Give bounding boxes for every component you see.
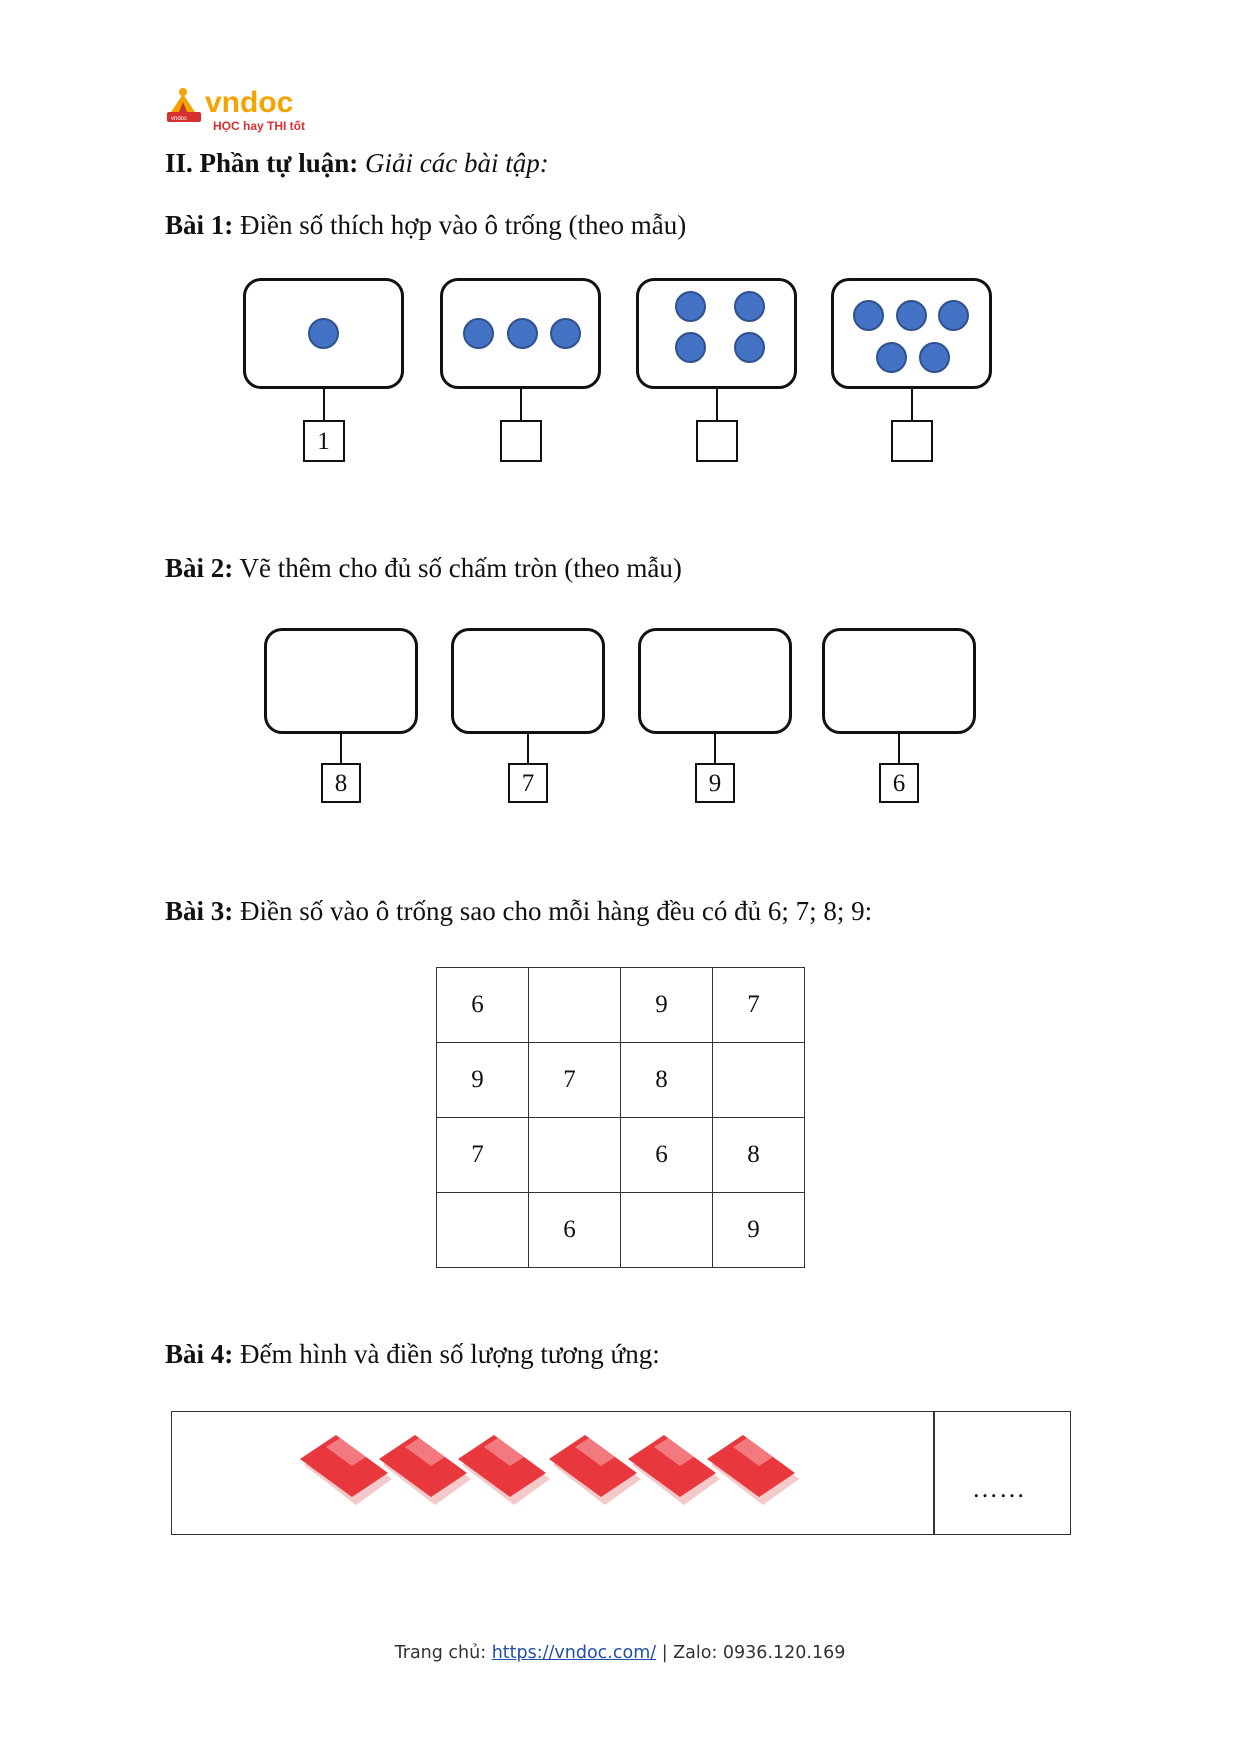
books-group <box>300 1425 810 1525</box>
connector-line <box>898 734 900 764</box>
blue-dot <box>734 332 765 363</box>
grid-row <box>437 1193 805 1268</box>
bai2-number-box: 6 <box>879 763 919 803</box>
connector-line <box>323 389 325 421</box>
connector-line <box>520 389 522 421</box>
grid-empty-cell[interactable] <box>437 1193 529 1268</box>
bai2-number-box: 7 <box>508 763 548 803</box>
bai1-dot-box <box>243 278 404 389</box>
blue-dot <box>896 300 927 331</box>
red-book-icon <box>707 1435 799 1505</box>
grid-cell: 8 <box>621 1043 713 1118</box>
blue-dot <box>550 318 581 349</box>
bai4-answer-blank[interactable]: …… <box>972 1474 1026 1503</box>
red-book-icon <box>300 1435 392 1505</box>
grid-empty-cell[interactable] <box>529 968 621 1043</box>
grid-empty-cell[interactable] <box>713 1043 805 1118</box>
blue-dot <box>675 332 706 363</box>
grid-empty-cell[interactable] <box>621 1193 713 1268</box>
homepage-link[interactable]: https://vndoc.com/ <box>491 1643 657 1663</box>
bai1-heading: Bài 1: Điền số thích hợp vào ô trống (theo mẫu) <box>165 210 687 240</box>
bai1-answer-box[interactable] <box>696 420 738 462</box>
connector-line <box>340 734 342 764</box>
grid-row <box>437 1118 805 1193</box>
blue-dot <box>675 291 706 322</box>
blue-dot <box>463 318 494 349</box>
bai2-draw-box[interactable] <box>451 628 605 734</box>
red-book-icon <box>549 1435 641 1505</box>
svg-text:vndoc: vndoc <box>205 86 294 119</box>
blue-dot <box>734 291 765 322</box>
svg-text:HỌC hay THI tốt: HỌC hay THI tốt <box>213 119 305 133</box>
blue-dot <box>938 300 969 331</box>
grid-cell: 6 <box>621 1118 713 1193</box>
red-book-icon <box>379 1435 471 1505</box>
bai2-heading: Bài 2: Vẽ thêm cho đủ số chấm tròn (theo mẫu) <box>165 553 682 583</box>
bai1-answer-box[interactable] <box>500 420 542 462</box>
grid-cell: 9 <box>437 1043 529 1118</box>
grid-cell: 9 <box>621 968 713 1043</box>
page-footer: Trang chủ: https://vndoc.com/ | Zalo: 0936.120.169 <box>394 1643 846 1663</box>
blue-dot <box>876 342 907 373</box>
section-title: II. Phần tự luận: Giải các bài tập: <box>165 148 549 178</box>
blue-dot <box>507 318 538 349</box>
bai1-answer-box[interactable] <box>891 420 933 462</box>
vndoc-logo <box>165 82 325 138</box>
grid-cell: 7 <box>713 968 805 1043</box>
bai2-draw-box[interactable] <box>822 628 976 734</box>
blue-dot <box>919 342 950 373</box>
bai1-dot-box <box>636 278 797 389</box>
grid-cell: 6 <box>529 1193 621 1268</box>
grid-cell: 6 <box>437 968 529 1043</box>
bai1-dot-box <box>440 278 601 389</box>
red-book-icon <box>458 1435 550 1505</box>
number-grid <box>436 967 805 1268</box>
bai1-dot-box <box>831 278 992 389</box>
connector-line <box>911 389 913 421</box>
bai3-heading: Bài 3: Điền số vào ô trống sao cho mỗi hàng đều có đủ 6; 7; 8; 9: <box>165 896 873 926</box>
grid-empty-cell[interactable] <box>529 1118 621 1193</box>
blue-dot <box>308 318 339 349</box>
bai2-number-box: 9 <box>695 763 735 803</box>
grid-row <box>437 1043 805 1118</box>
bai2-draw-box[interactable] <box>264 628 418 734</box>
connector-line <box>527 734 529 764</box>
bai2-number-box: 8 <box>321 763 361 803</box>
bai4-heading: Bài 4: Đếm hình và điền số lượng tương ứng: <box>165 1339 660 1369</box>
grid-cell: 7 <box>529 1043 621 1118</box>
grid-cell: 9 <box>713 1193 805 1268</box>
bai4-divider <box>933 1411 935 1535</box>
grid-cell: 7 <box>437 1118 529 1193</box>
connector-line <box>714 734 716 764</box>
bai1-answer-box[interactable]: 1 <box>303 420 345 462</box>
blue-dot <box>853 300 884 331</box>
red-book-icon <box>628 1435 720 1505</box>
grid-row <box>437 968 805 1043</box>
grid-cell: 8 <box>713 1118 805 1193</box>
svg-text:vndoc: vndoc <box>171 116 188 122</box>
connector-line <box>716 389 718 421</box>
bai2-draw-box[interactable] <box>638 628 792 734</box>
